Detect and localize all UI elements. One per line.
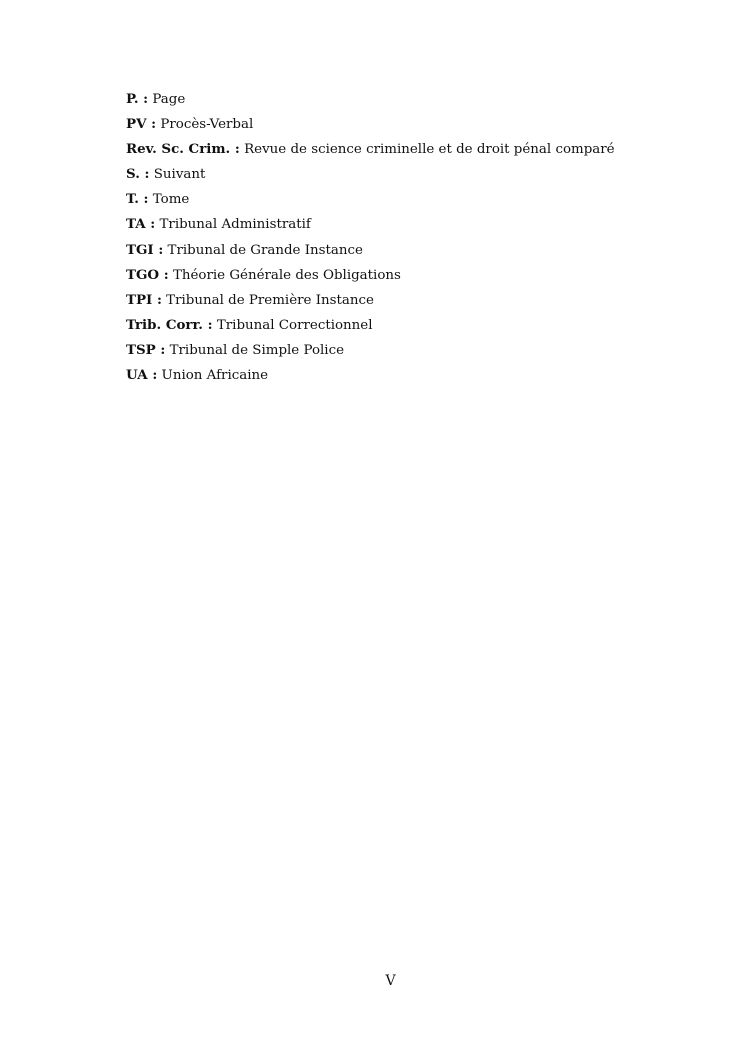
abbreviation-definition: Tribunal de Première Instance xyxy=(166,292,374,308)
page-number: V xyxy=(385,973,396,989)
abbreviation-entry-tgi xyxy=(126,239,686,264)
abbreviation-term: TGI : xyxy=(126,241,164,258)
abbreviation-term: PV : xyxy=(126,116,157,133)
abbreviation-entry-s xyxy=(126,163,686,188)
abbreviation-list xyxy=(126,88,686,389)
abbreviation-term: P. : xyxy=(126,91,149,107)
abbreviation-definition: Tribunal de Simple Police xyxy=(169,342,344,358)
abbreviation-entry-ta xyxy=(126,213,686,238)
abbreviation-term: TGO : xyxy=(126,266,169,283)
abbreviation-entry-ua xyxy=(126,364,686,389)
abbreviation-entry-p xyxy=(126,88,686,113)
abbreviation-definition: Page xyxy=(152,92,186,107)
abbreviation-definition: Revue de science criminelle et de droit pénal comparé xyxy=(244,142,615,158)
abbreviation-entry-tsp xyxy=(126,339,686,364)
abbreviation-entry-tgo xyxy=(126,264,686,289)
abbreviation-term: TSP : xyxy=(126,341,166,358)
abbreviation-definition: Suivant xyxy=(153,167,206,183)
abbreviation-term: T. : xyxy=(126,191,149,208)
abbreviation-entry-rev-sc-crim xyxy=(126,138,686,163)
abbreviation-term: S. : xyxy=(126,166,150,183)
abbreviation-definition: Tribunal Correctionnel xyxy=(216,317,373,333)
abbreviation-definition: Tome xyxy=(152,192,190,208)
abbreviation-definition: Tribunal Administratif xyxy=(159,217,311,233)
abbreviation-definition: Théorie Générale des Obligations xyxy=(172,267,401,283)
abbreviation-entry-trib-corr xyxy=(126,314,686,339)
abbreviation-term: UA : xyxy=(126,367,158,384)
abbreviation-entry-t xyxy=(126,188,686,213)
abbreviation-definition: Union Africaine xyxy=(161,368,269,384)
abbreviation-term: TA : xyxy=(126,216,156,233)
abbreviation-term: Trib. Corr. : xyxy=(126,316,213,333)
abbreviation-entry-pv xyxy=(126,113,686,138)
abbreviation-entry-tpi xyxy=(126,289,686,314)
abbreviation-definition: Tribunal de Grande Instance xyxy=(167,242,363,258)
abbreviation-term: TPI : xyxy=(126,291,162,308)
abbreviation-definition: Procès-Verbal xyxy=(160,117,254,133)
abbreviation-term: Rev. Sc. Crim. : xyxy=(126,141,240,158)
